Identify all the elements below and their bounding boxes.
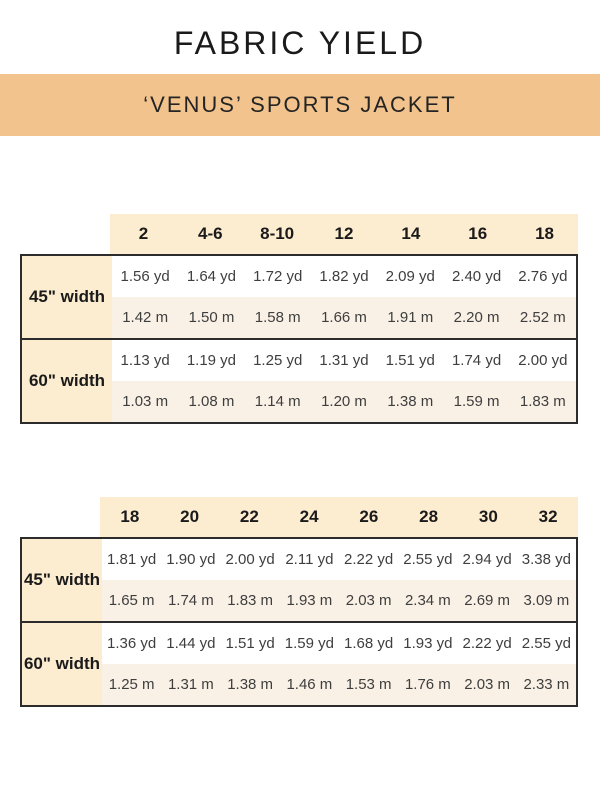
yield-value: 1.53 m [345,676,392,693]
size-column-header: 8-10 [244,214,311,254]
yield-value: 2.34 m [404,592,451,609]
size-column-header: 2 [110,214,177,254]
size-column-header: 30 [459,497,519,537]
yield-value: 1.76 m [404,676,451,693]
fabric-yield-table-large-sizes [20,497,578,707]
yield-value: 1.93 yd [403,635,453,652]
size-column-header: 18 [100,497,160,537]
yield-value: 2.03 m [464,676,511,693]
yield-value: 1.74 yd [451,352,502,369]
yield-value: 1.82 yd [319,268,369,285]
yield-value: 2.20 m [453,309,500,326]
yield-value: 1.66 m [321,309,367,326]
yield-value: 2.09 yd [385,268,435,285]
yield-value: 1.72 yd [253,268,303,285]
yield-value: 2.55 yd [403,551,453,568]
size-column-header: 26 [339,497,399,537]
yield-value: 1.59 m [453,393,500,410]
yield-value: 1.58 m [254,309,301,326]
yield-value: 2.52 m [519,309,566,326]
product-banner [0,74,600,136]
width-section [22,256,576,338]
size-column-header: 12 [311,214,378,254]
yield-value: 1.93 m [286,592,333,609]
yield-value: 1.20 m [321,393,367,410]
width-section [22,539,576,621]
size-header-row [20,497,578,537]
size-column-header: 4-6 [177,214,244,254]
yield-value: 1.38 m [227,676,274,693]
yield-value: 1.51 yd [225,635,275,652]
yield-value: 2.00 yd [225,551,275,568]
yield-value: 1.56 yd [120,268,170,285]
yield-value: 3.09 m [523,592,570,609]
yield-value: 1.42 m [122,309,169,326]
size-column-header: 22 [220,497,280,537]
yield-row-yd [102,539,576,580]
yield-value: 1.36 yd [107,635,157,652]
yield-value: 1.38 m [387,393,434,410]
yield-value: 1.64 yd [186,268,237,285]
yield-value: 1.03 m [122,393,169,410]
yield-value: 1.83 m [519,393,566,410]
yield-value: 1.59 yd [284,635,334,652]
yield-value: 1.31 yd [319,352,369,369]
page-title: FABRIC YIELD [173,24,427,61]
yield-value: 1.91 m [387,309,434,326]
yield-row-yd [102,623,576,664]
yield-value: 2.40 yd [451,268,502,285]
yield-value: 1.44 yd [166,635,216,652]
yield-value: 2.11 yd [285,551,334,568]
yield-value: 1.14 m [254,393,301,410]
yield-value: 1.74 m [167,592,214,609]
yield-value: 1.90 yd [166,551,216,568]
size-column-header: 28 [399,497,459,537]
yield-row-m [102,580,576,621]
yield-value: 3.38 yd [521,551,571,568]
width-section [22,338,576,422]
yield-value: 2.03 m [345,592,392,609]
size-header-row [20,214,578,254]
fabric-yield-table-small-sizes [20,214,578,424]
size-column-header: 18 [511,214,578,254]
yield-value: 2.22 yd [344,551,394,568]
yield-value: 2.00 yd [518,352,568,369]
yield-table-body [20,537,578,707]
yield-value: 1.65 m [108,592,155,609]
yield-value: 1.83 m [227,592,274,609]
yield-value: 1.50 m [188,309,235,326]
yield-table-body [20,254,578,424]
yield-value: 1.46 m [286,676,333,693]
width-label: 45" width [22,256,112,338]
yield-value: 2.22 yd [462,635,512,652]
yield-value: 1.19 yd [186,352,237,369]
width-label: 45" width [22,539,102,621]
yield-value: 2.94 yd [462,551,512,568]
yield-value: 1.13 yd [120,352,170,369]
product-banner-label: ‘VENUS’ SPORTS JACKET [143,92,457,117]
yield-row-m [112,381,576,422]
yield-value: 1.68 yd [344,635,394,652]
yield-row-yd [112,340,576,381]
yield-row-m [102,664,576,705]
header-corner-cell [20,214,110,254]
yield-value: 1.25 m [108,676,155,693]
width-label: 60" width [22,623,102,705]
size-column-header: 32 [518,497,578,537]
yield-value: 2.33 m [523,676,570,693]
yield-value: 1.08 m [188,393,235,410]
yield-row-yd [112,256,576,297]
yield-value: 1.81 yd [107,551,157,568]
yield-row-m [112,297,576,338]
size-column-header: 24 [279,497,339,537]
width-label: 60" width [22,340,112,422]
yield-value: 1.51 yd [385,352,435,369]
header-corner-cell [20,497,100,537]
yield-value: 2.55 yd [521,635,571,652]
size-column-header: 20 [160,497,220,537]
yield-value: 1.25 yd [253,352,303,369]
yield-value: 2.76 yd [518,268,568,285]
width-section [22,621,576,705]
size-column-header: 14 [377,214,444,254]
yield-value: 2.69 m [464,592,511,609]
size-column-header: 16 [444,214,511,254]
yield-value: 1.31 m [167,676,214,693]
